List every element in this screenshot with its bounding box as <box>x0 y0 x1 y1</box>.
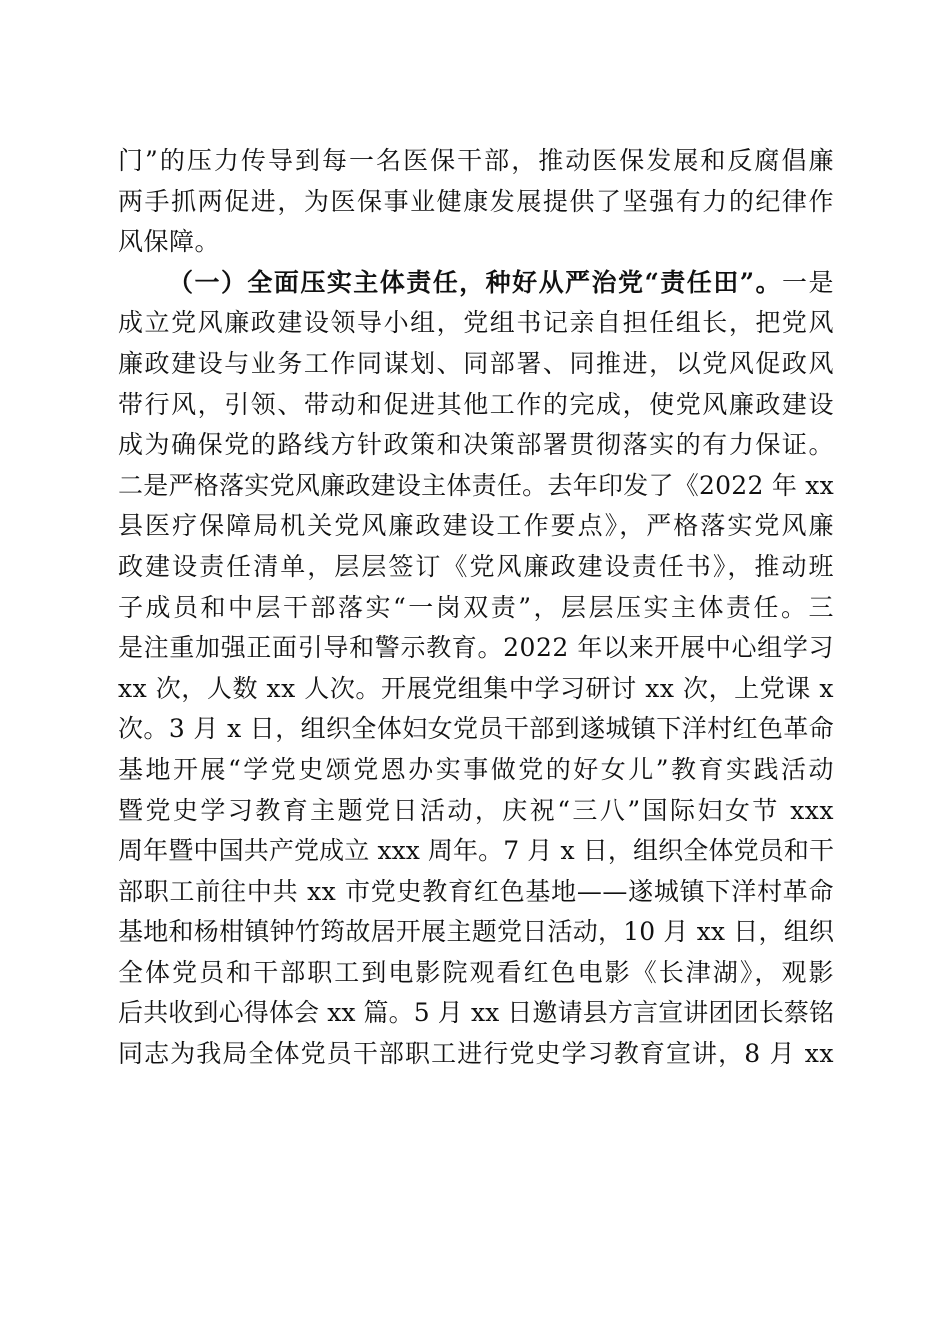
paragraph-line: xx 次，人数 xx 人次。开展党组集中学习研讨 xx 次，上党课 x <box>118 673 834 703</box>
paragraph-line: 带行风，引领、带动和促进其他工作的完成，使党风廉政建设 <box>118 389 834 419</box>
paragraph-line: 子成员和中层干部落实“一岗双责”，层层压实主体责任。三 <box>118 592 834 622</box>
paragraph-line: 全体党员和干部职工到电影院观看红色电影《长津湖》，观影 <box>118 957 834 987</box>
paragraph-line: 廉政建设与业务工作同谋划、同部署、同推进，以党风促政风 <box>118 348 834 378</box>
paragraph-line: 两手抓两促进，为医保事业健康发展提供了坚强有力的纪律作 <box>118 186 834 216</box>
section-heading: （一）全面压实主体责任，种好从严治党“责任田”。 <box>168 267 783 297</box>
paragraph-line: 基地开展“学党史颂党恩办实事做党的好女儿”教育实践活动 <box>118 754 834 784</box>
paragraph-line: 成为确保党的路线方针政策和决策部署贯彻落实的有力保证。 <box>118 430 834 460</box>
paragraph-line: 政建设责任清单，层层签订《党风廉政建设责任书》，推动班 <box>118 551 834 581</box>
paragraph-line: 二是严格落实党风廉政建设主体责任。去年印发了《2022 年 xx <box>118 470 834 500</box>
paragraph-line: 同志为我局全体党员干部职工进行党史学习教育宣讲，8 月 xx <box>118 1039 834 1069</box>
paragraph-line: 基地和杨柑镇钟竹筠故居开展主题党日活动，10 月 xx 日，组织 <box>118 917 834 947</box>
paragraph-line: 成立党风廉政建设领导小组，党组书记亲自担任组长，把党风 <box>118 308 834 338</box>
paragraph-line: 风保障。 <box>118 227 221 257</box>
document-body <box>118 141 834 1075</box>
paragraph-line: 部职工前往中共 xx 市党史教育红色基地——遂城镇下洋村革命 <box>118 876 834 906</box>
paragraph-line: 次。3 月 x 日，组织全体妇女党员干部到遂城镇下洋村红色革命 <box>118 714 834 744</box>
paragraph-line: 县医疗保障局机关党风廉政建设工作要点》，严格落实党风廉 <box>118 511 834 541</box>
section-heading-line <box>118 263 834 304</box>
paragraph-text: 一是 <box>782 267 834 297</box>
paragraph-line: 暨党史学习教育主题党日活动，庆祝“三八”国际妇女节 xxx <box>118 795 834 825</box>
paragraph-line: 是注重加强正面引导和警示教育。2022 年以来开展中心组学习 <box>118 633 834 663</box>
paragraph-line: 周年暨中国共产党成立 xxx 周年。7 月 x 日，组织全体党员和干 <box>118 836 834 866</box>
paragraph-line: 后共收到心得体会 xx 篇。5 月 xx 日邀请县方言宣讲团团长蔡铭 <box>118 998 834 1028</box>
paragraph-line: 门”的压力传导到每一名医保干部，推动医保发展和反腐倡廉 <box>118 146 834 175</box>
